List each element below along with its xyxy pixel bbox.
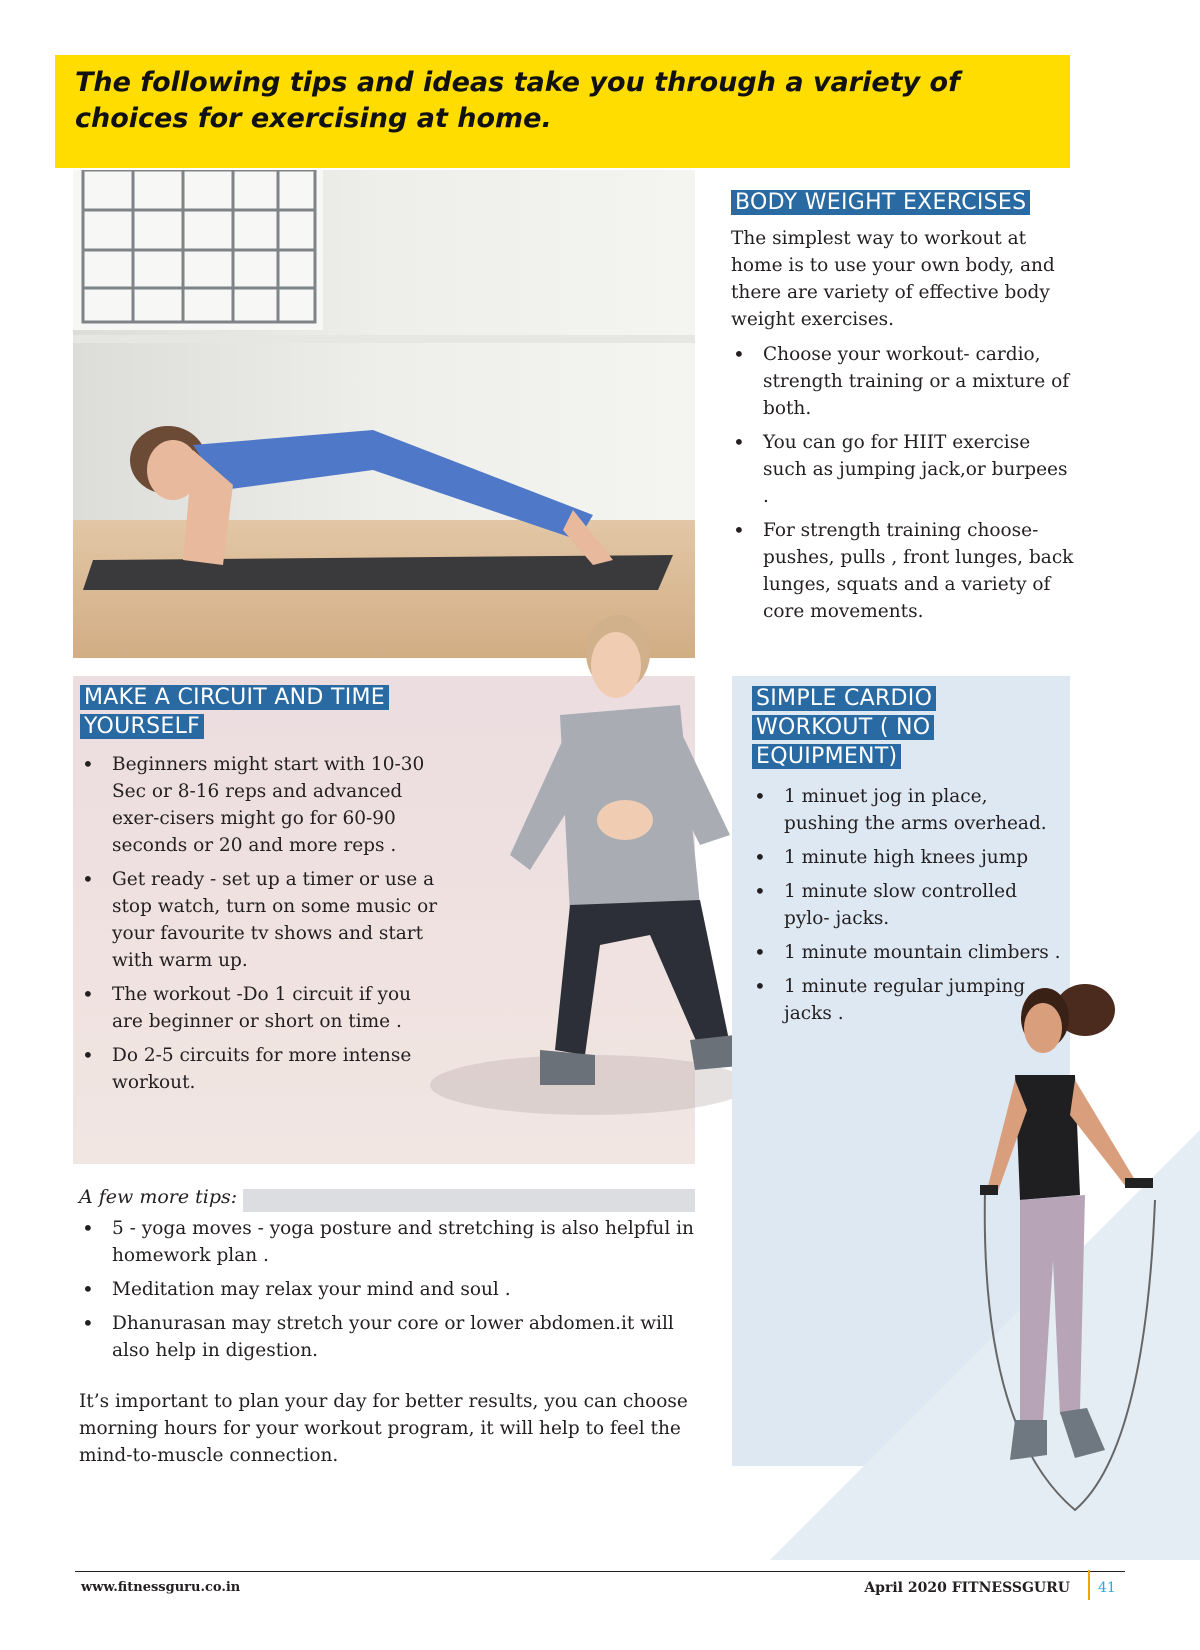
list-item: • Choose your workout- cardio, strength training or a mixture of both. [731, 341, 1076, 422]
list-item: • Do 2-5 circuits for more intense workout. [80, 1042, 440, 1096]
closing-paragraph: It’s important to plan your day for better results, you can choose morning hours for your workout program, it will help to feel the mind-to-muscle connection. [79, 1391, 688, 1466]
circuit-heading: MAKE A CIRCUIT AND TIME YOURSELF [80, 683, 430, 741]
list-item: • Get ready - set up a timer or use a stop watch, turn on some music or your favourite tv shows and start with warm up. [80, 866, 440, 974]
plank-photo [73, 170, 695, 658]
body-weight-intro: The simplest way to workout at home is to use your own body, and there are variety of effective body weight exercises. [731, 228, 1055, 330]
footer-divider [1088, 1570, 1090, 1600]
footer-issue: April 2020 FITNESSGURU [864, 1580, 1070, 1596]
list-item: • Meditation may relax your mind and soul . [80, 1276, 710, 1303]
more-tips-label: A few more tips: [79, 1186, 238, 1208]
body-weight-list [731, 341, 1076, 632]
list-item: • For strength training choose- pushes, pulls , front lunges, back lunges, squats and a variety of core movements. [731, 517, 1076, 625]
list-item: • 5 - yoga moves - yoga posture and stretching is also helpful in homework plan . [80, 1215, 710, 1269]
tips-divider-bar [243, 1189, 695, 1212]
jump-rope-photo [975, 980, 1175, 1525]
squat-photo [390, 605, 760, 1145]
cardio-heading: SIMPLE CARDIO WORKOUT ( NO EQUIPMENT) [752, 684, 972, 771]
list-item: • 1 minuet jog in place, pushing the arms overhead. [752, 783, 1064, 837]
list-item: • 1 minute regular jumping jacks . [752, 973, 1064, 1027]
list-item: • 1 minute mountain climbers . [752, 939, 1064, 966]
list-item: • 1 minute slow controlled pylo- jacks. [752, 878, 1064, 932]
page-number: 41 [1098, 1580, 1116, 1596]
more-tips-list [80, 1215, 710, 1371]
list-item: • Beginners might start with 10-30 Sec or 8-16 reps and advanced exer-cisers might go for 60-90 seconds or 20 and more reps . [80, 751, 440, 859]
footer-rule [75, 1571, 1125, 1572]
intro-banner [55, 55, 1070, 168]
banner-text: The following tips and ideas take you through a variety of choices for exercising at home. [75, 67, 960, 134]
body-weight-heading: BODY WEIGHT EXERCISES [731, 188, 1071, 217]
list-item: • You can go for HIIT exercise such as jumping jack,or burpees . [731, 429, 1076, 510]
list-item: • 1 minute high knees jump [752, 844, 1064, 871]
footer-website: www.fitnessguru.co.in [81, 1580, 241, 1595]
list-item: • Dhanurasan may stretch your core or lower abdomen.it will also help in digestion. [80, 1310, 710, 1364]
list-item: • The workout -Do 1 circuit if you are beginner or short on time . [80, 981, 440, 1035]
circuit-list [80, 751, 440, 1103]
